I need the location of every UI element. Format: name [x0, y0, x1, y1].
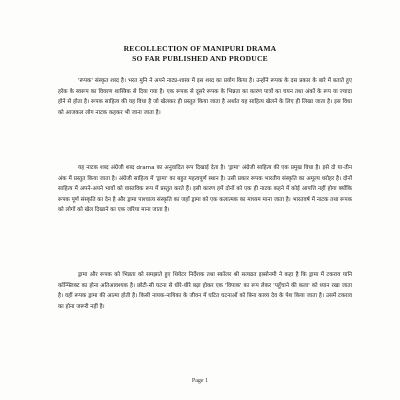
document-title: RECOLLECTION OF MANIPURI DRAMA [123, 44, 277, 53]
paragraph-2: यह नाटक शब्द अंग्रेजी शब्द drama का अनुवादित रूप दिखाई देता है। 'ड्रामा' अंग्रेजी साहित्य की एक प्रमुख विधा है। इसे दो या-तीन अंक में प्रस्तुत किया जाता है। अंग्रेजी साहित्य में 'ड्रामा' का बहुत महत्वपूर्ण स्थान है। उसी प्रकार रूपक भारतीय संस्कृति का अमूल्य धरोहर है। दोनों साहित्य में अपने-अपने भावों को वास्तविक रूप में प्रस्तुत करते हैं। इसी कारण हमें दोनों को एक ही नाटक कहने में कोई आपत्ति नहीं होगा क्योंकि रूपक पूर्ण संस्कृति का देन है और ड्रामा पाश्चात्य संस्कृति का जहाँ ड्रामा को एक कलात्मक का माध्यम माना जाता है। भारतवर्ष में नाटक तथा रूपक को लोगों को खेल दिखाने का एक जरिया माना जाता है। [58, 165, 352, 214]
page-number: Page 1 [191, 378, 209, 384]
paragraph-1: 'रूपक' संस्कृत शब्द है। भरत मुनि ने अपने नाट्य-शास्त्र में इस शब्द का प्रयोग किया है। उन्होंने रूपक के दस प्रकार के बारे में बताते हुए हरेक के स्वरूप का विवरण शास्त्रिक से दिया गया है। एक रूपक से दूसरे रूपक के भिन्नता का कारण पात्रों का चयन तथा अंकों के रूप या ज्यादा होने से होता है। रूपक साहित्य की यह विधा है जो खेलकर ही प्रस्तुत किया जाता है अर्थात यह साहित्य खेलने के लिए ही लिखा जाता है। इस विधा को आजकल लोग नाटक कहकर भी जाना जाता है। [58, 78, 352, 116]
document-subtitle: SO FAR PUBLISHED AND PRODUCE [132, 54, 268, 63]
paragraph-3: ड्रामा और रूपक को भिन्नता को समझाते हुए थियेटर निर्देशक तथा स्कॉलर श्री सत्यव्रत इब्सोनमी ने कहा है कि ड्रामा में टकराव यानि कॉन्फ्लिक्ट का होना अतिआवश्यक है। छोटी-सी घटना से धीरे-धीरे बढ़ा होकर एक 'विपाक' का रूप लेकर 'पहुँचाने की कला' को ध्यान रखा जाता है। वहीं रूपक ड्रामा की आत्मा होती है। किसी नायक-नायिका के जीवन में घटित घटनाओं को बिना काव्य देव के पेश किया जाता है। उसमें टकराव का होना जरूरी नहीं है। [58, 272, 352, 310]
